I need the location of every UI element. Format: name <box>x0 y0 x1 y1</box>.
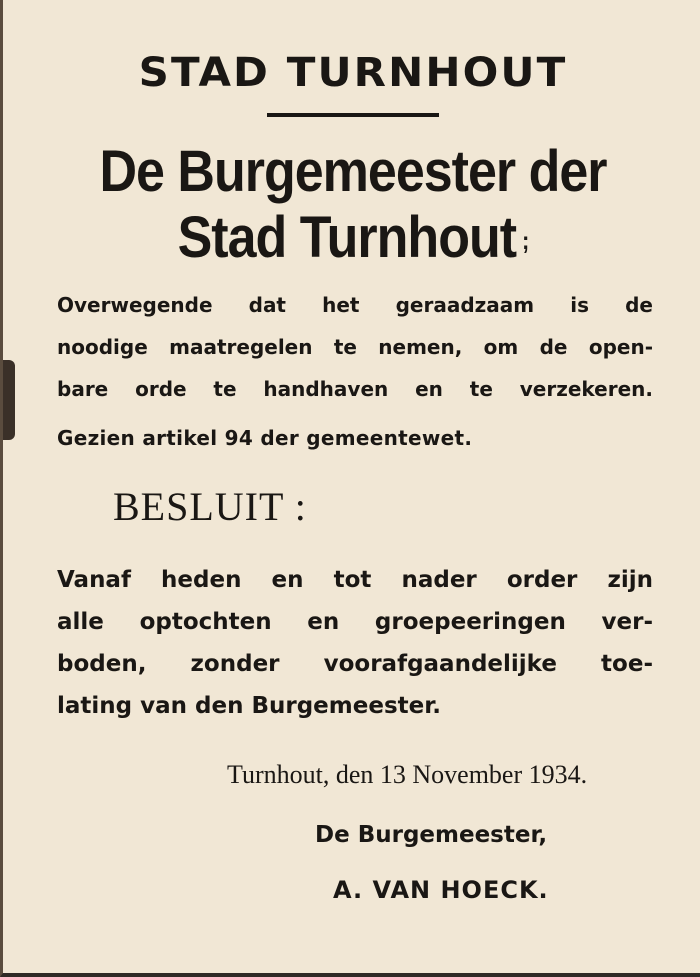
city-heading: STAD TURNHOUT <box>138 50 568 96</box>
decision-line: lating van den Burgemeester. <box>57 693 442 719</box>
mayor-title-semicolon: ; <box>522 227 529 256</box>
mayor-title-line-1: De Burgemeester der <box>99 139 607 205</box>
mayor-title-line-2 <box>3 204 700 271</box>
considering-line: Overwegende dat het geraadzaam is de <box>57 293 653 317</box>
legal-basis: Gezien artikel 94 der gemeentewet. <box>57 426 473 450</box>
decision-paragraph <box>57 557 653 725</box>
considering-line: noodige maatregelen te nemen, om de open- <box>57 335 653 359</box>
heading-divider <box>267 113 439 117</box>
paper-edge-damage <box>3 360 15 440</box>
dateline: Turnhout, den 13 November 1934. <box>227 760 588 789</box>
considering-line: bare orde te handhaven en te verzekeren. <box>57 377 653 401</box>
signature-title: De Burgemeester, <box>315 822 548 848</box>
decision-line: Vanaf heden en tot nader order zijn <box>57 567 653 593</box>
considering-paragraph <box>57 284 653 410</box>
mayor-title-text: Stad Turnhout <box>177 205 517 271</box>
decision-line: alle optochten en groepeeringen ver- <box>57 609 653 635</box>
signature-name: A. VAN HOECK. <box>333 876 549 904</box>
decision-line: boden, zonder voorafgaandelijke toe- <box>57 651 653 677</box>
decision-heading: BESLUIT : <box>113 484 307 529</box>
